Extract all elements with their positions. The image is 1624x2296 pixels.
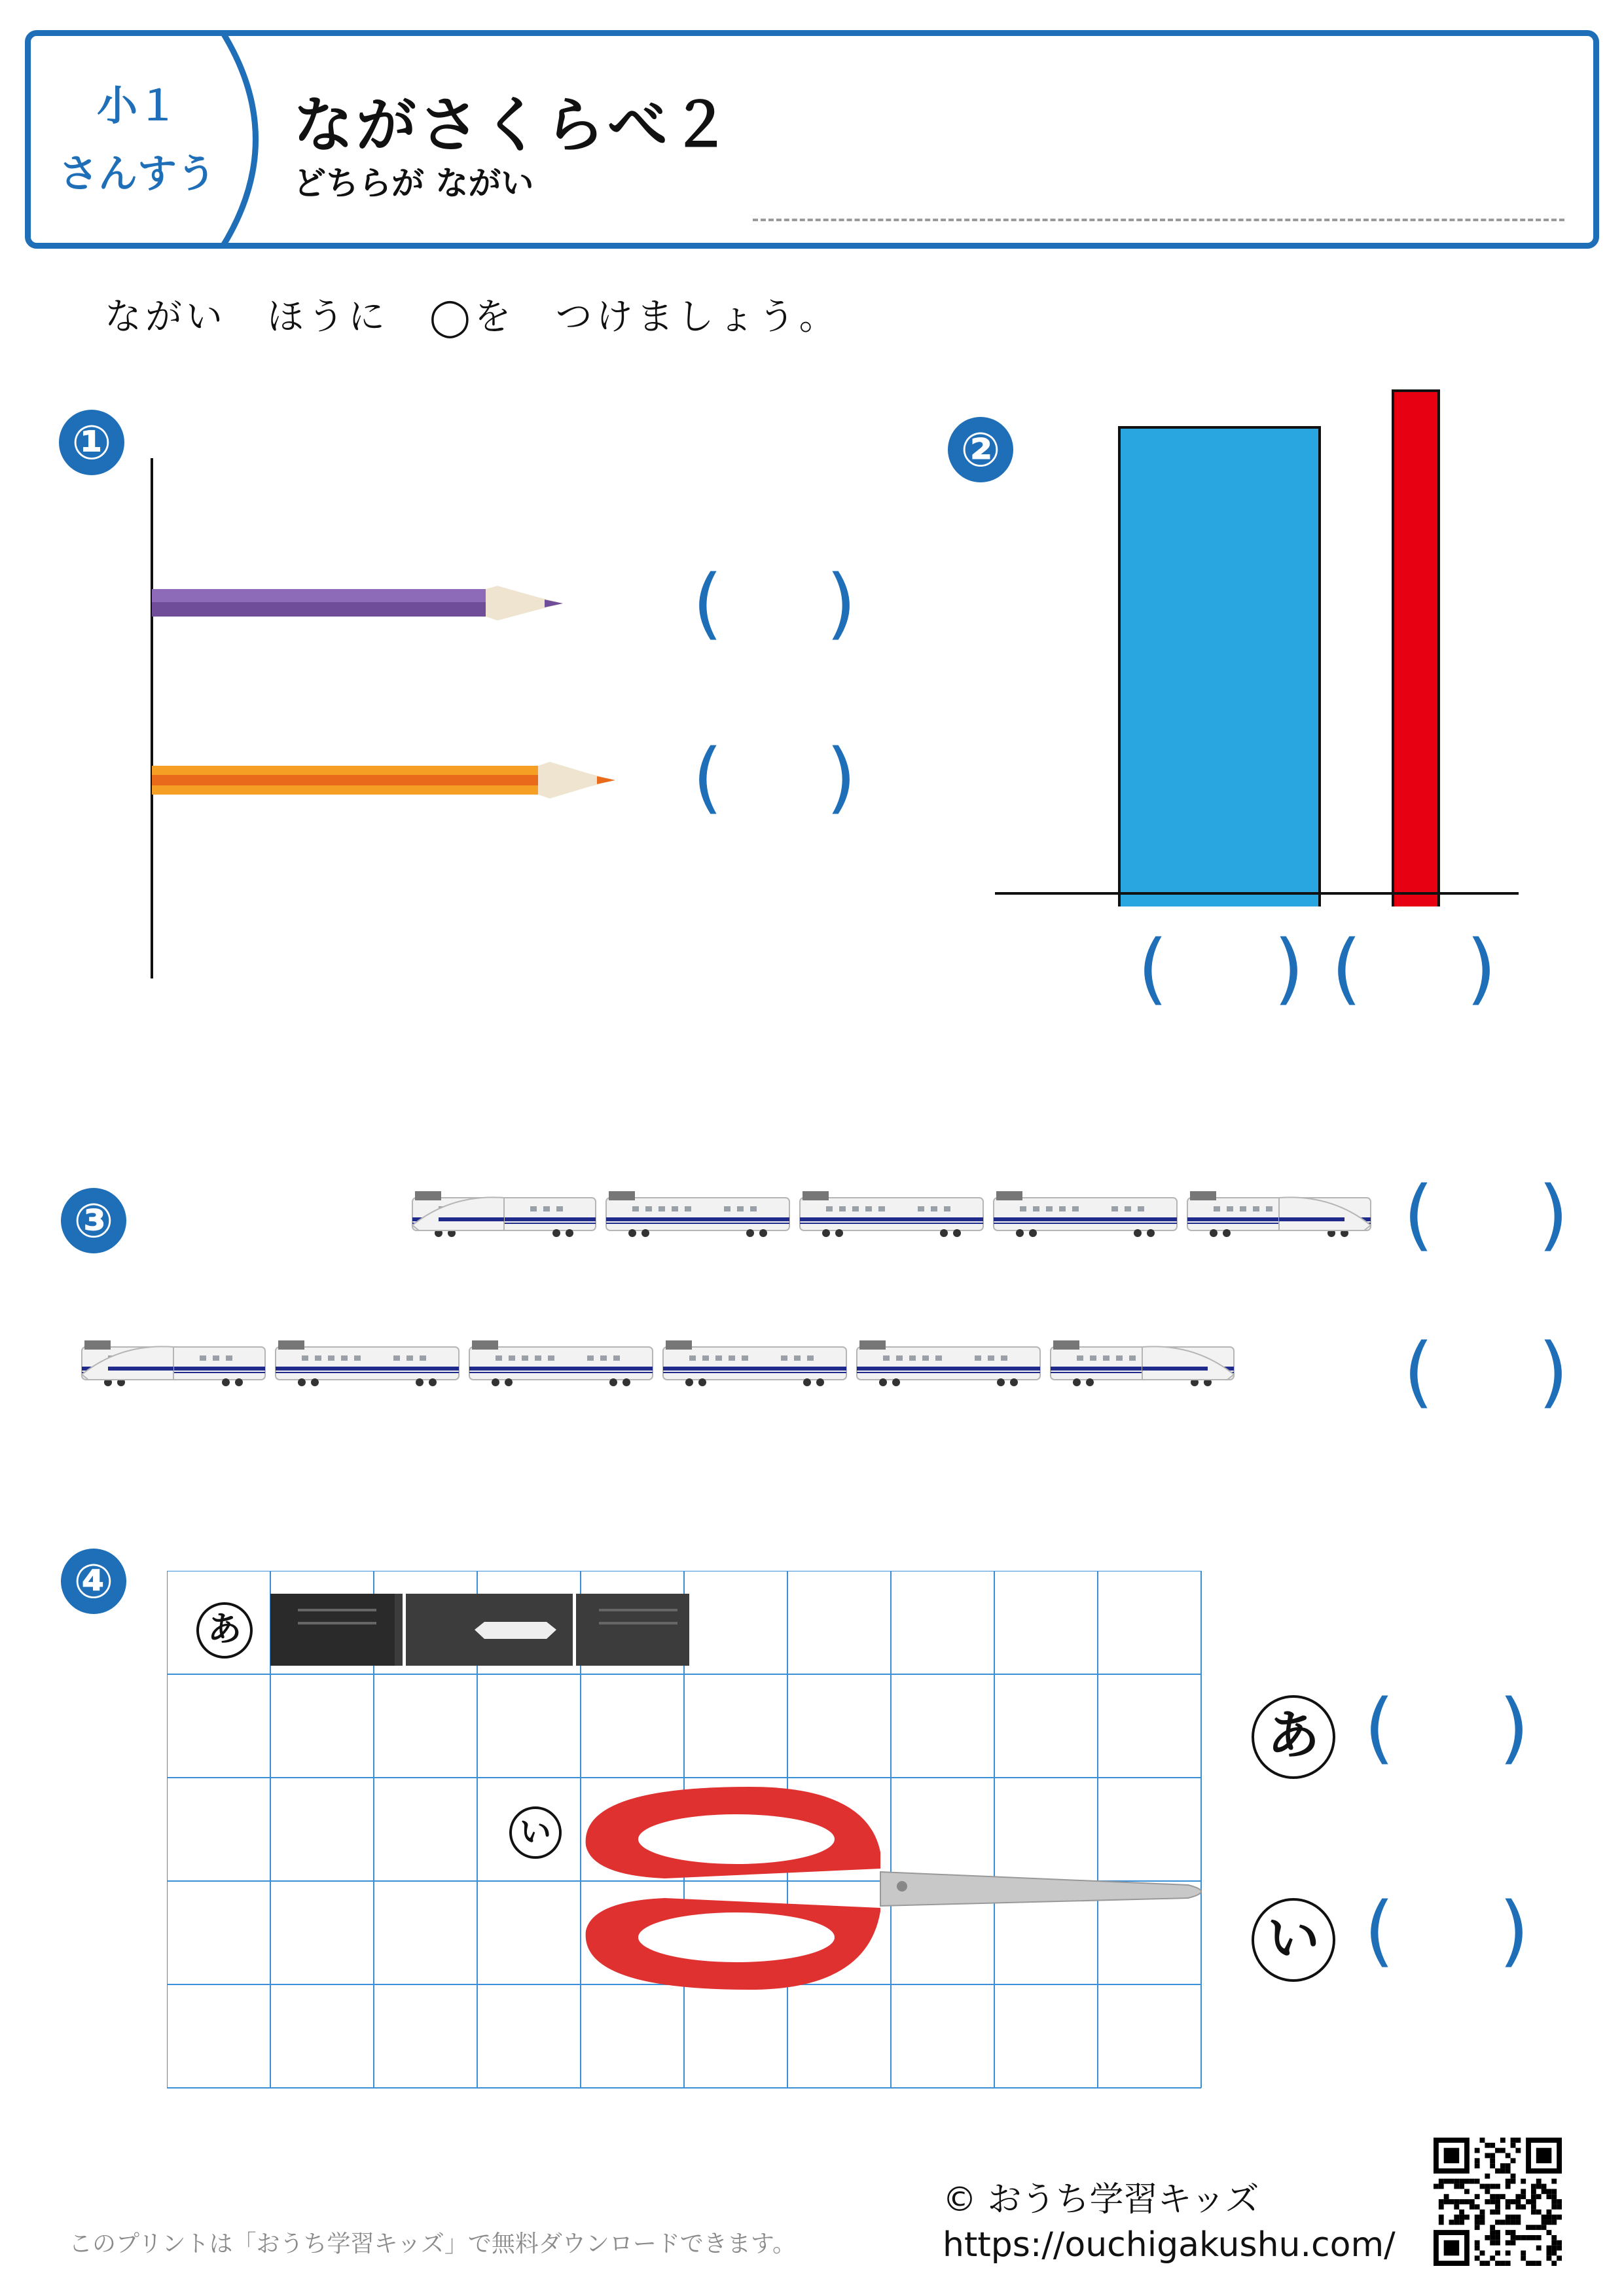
q2-paren-open-1[interactable]: ( (1138, 923, 1168, 1013)
page-title: ながさくらべ２ (293, 90, 734, 160)
shinkansen-5-cars (412, 1191, 1371, 1237)
question-number-2: ② (948, 417, 1013, 482)
q3-paren-open-2[interactable]: ( (1403, 1326, 1434, 1416)
pen (270, 1594, 689, 1666)
q4-paren-close-i[interactable]: ) (1499, 1885, 1530, 1975)
qr-code-icon[interactable] (1434, 2138, 1562, 2266)
question-number-4: ④ (61, 1549, 126, 1614)
red-rectangle (1393, 391, 1439, 906)
site-url[interactable]: https://ouchigakushu.com/ (943, 2225, 1396, 2265)
scissors (586, 1787, 1201, 1990)
question-number-1: ① (59, 410, 124, 475)
q1-pencils (144, 452, 615, 988)
q1-paren-open-2[interactable]: ( (693, 732, 723, 822)
grade-label: 小１ (96, 82, 178, 130)
q3-paren-close-2[interactable]: ) (1538, 1326, 1569, 1416)
answer-label-i: い (1252, 1898, 1335, 1982)
q3-trains (0, 1185, 1388, 1433)
blue-rectangle (1119, 427, 1320, 906)
question-number-3: ③ (61, 1188, 126, 1253)
q2-paren-open-2[interactable]: ( (1331, 923, 1362, 1013)
q1-paren-close-2[interactable]: ) (826, 732, 857, 822)
q1-paren-close-1[interactable]: ) (826, 558, 857, 648)
shinkansen-6-cars (82, 1340, 1234, 1386)
footer-note: このプリントは「おうち学習キッズ」で無料ダウンロードできます。 (69, 2231, 796, 2257)
page-subtitle: どちらが ながい (293, 164, 534, 202)
q2-bars (995, 383, 1532, 906)
q2-paren-close-2[interactable]: ) (1466, 923, 1497, 1013)
q4-paren-open-i[interactable]: ( (1364, 1885, 1395, 1975)
copyright-text: © おうち学習キッズ (943, 2180, 1259, 2219)
name-write-line (753, 219, 1564, 221)
answer-label-a: あ (1252, 1695, 1335, 1779)
q4-paren-close-a[interactable]: ) (1499, 1682, 1530, 1772)
q3-paren-open-1[interactable]: ( (1403, 1169, 1434, 1259)
header-frame (25, 30, 1599, 249)
q1-paren-open-1[interactable]: ( (693, 558, 723, 648)
q3-paren-close-1[interactable]: ) (1538, 1169, 1569, 1259)
subject-label: さんすう (59, 151, 216, 197)
q4-paren-open-a[interactable]: ( (1364, 1682, 1395, 1772)
grade-panel-divider (25, 30, 261, 249)
purple-pencil (152, 586, 563, 620)
q4-grid (167, 1571, 1208, 2094)
orange-pencil (152, 762, 615, 798)
instruction-text: ながい ほうに ◯を つけましょう。 (105, 296, 840, 338)
q4-label-i: い (509, 1806, 562, 1859)
q2-paren-close-1[interactable]: ) (1274, 923, 1305, 1013)
q4-label-a: あ (196, 1602, 253, 1659)
